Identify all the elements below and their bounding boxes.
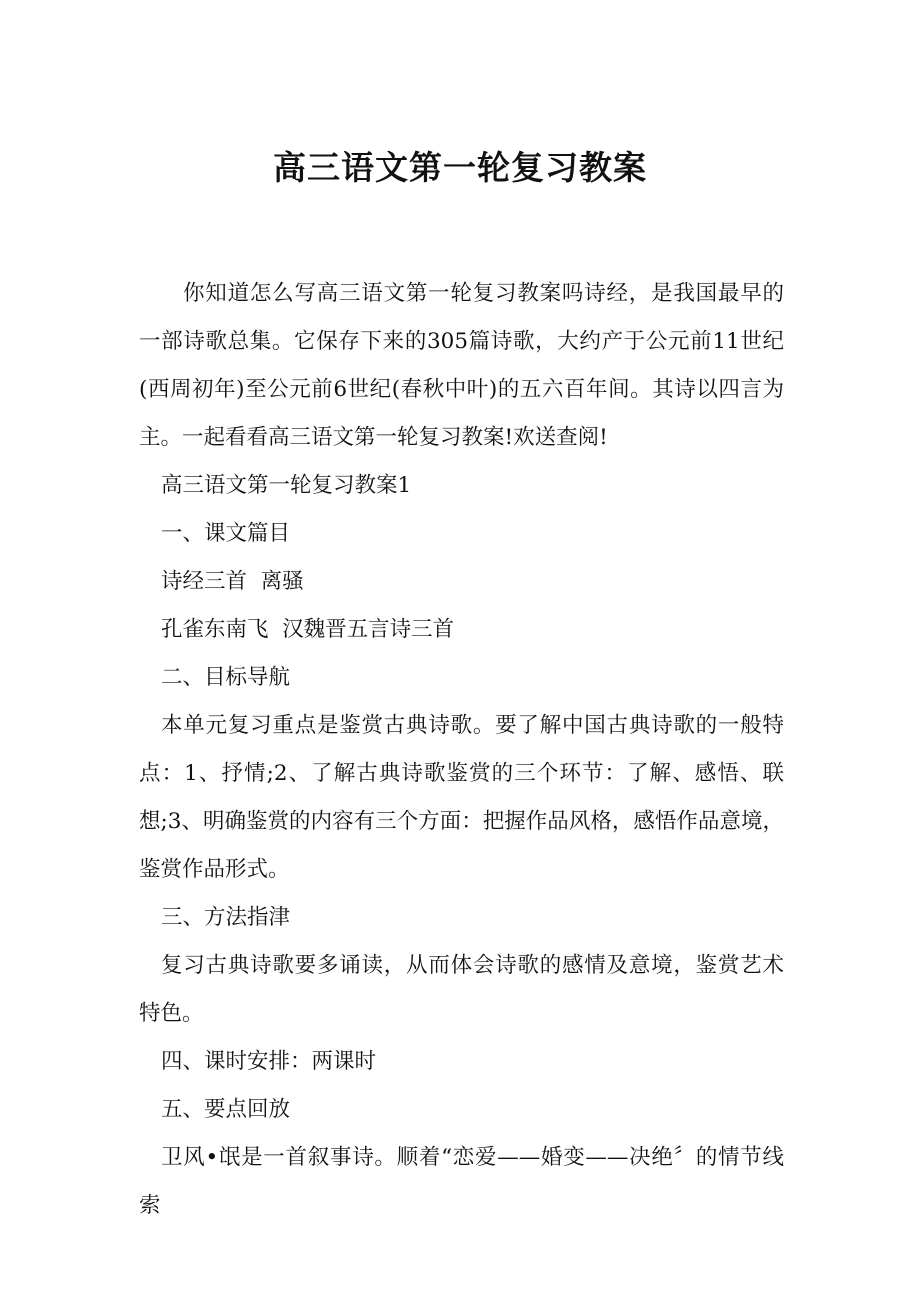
key-points-paragraph: 卫风•氓是一首叙事诗。顺着“恋爱——婚变——决绝〞的情节线索 [139, 1145, 784, 1218]
goals-paragraph: 本单元复习重点是鉴赏古典诗歌。要了解中国古典诗歌的一般特点：1、抒情;2、了解古典诗歌鉴赏的三个环节：了解、感悟、联想;3、明确鉴赏的内容有三个方面：把握作品风格，感悟作品意境，鉴赏作品形式。 [139, 713, 784, 882]
methods-paragraph: 复习古典诗歌要多诵读，从而体会诗歌的感情及意境，鉴赏艺术特色。 [139, 953, 784, 1026]
document-body [139, 270, 784, 1230]
section-heading-key-points: 五、要点回放 [161, 1097, 291, 1122]
section-heading-schedule: 四、课时安排：两课时 [161, 1049, 377, 1074]
section-heading-text-list: 一、课文篇目 [161, 521, 291, 546]
intro-paragraph: 你知道怎么写高三语文第一轮复习教案吗诗经，是我国最早的一部诗歌总集。它保存下来的305篇诗歌，大约产于公元前11世纪(西周初年)至公元前6世纪(春秋中叶)的五六百年间。其诗以四言为主。一起看看高三语文第一轮复习教案!欢送查阅! [139, 281, 784, 450]
section-heading-lesson-1: 高三语文第一轮复习教案1 [161, 473, 412, 498]
text-list-line-1: 诗经三首 离骚 [161, 569, 304, 594]
section-heading-goals: 二、目标导航 [161, 665, 291, 690]
document-title: 高三语文第一轮复习教案 [273, 148, 647, 187]
text-list-line-2: 孔雀东南飞 汉魏晋五言诗三首 [161, 617, 455, 642]
section-heading-methods: 三、方法指津 [161, 905, 291, 930]
